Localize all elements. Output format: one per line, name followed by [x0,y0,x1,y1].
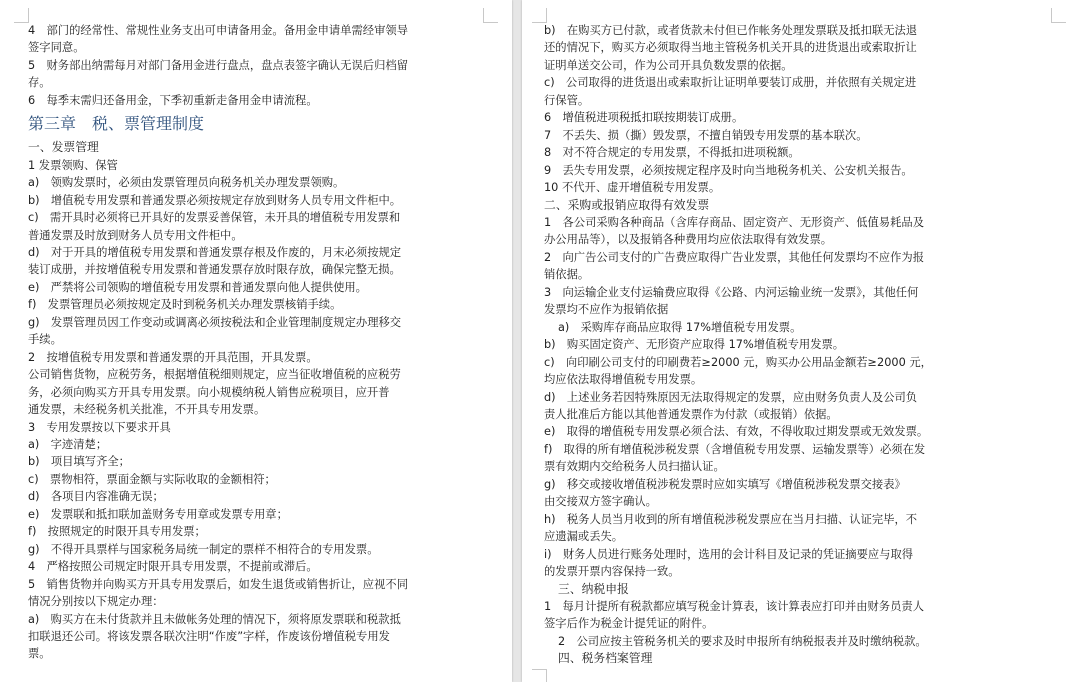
paragraph-line: 4 部门的经常性、常规性业务支出可申请备用金。备用金申请单需经审领导 [28,24,408,37]
paragraph-line: c) 票物相符，票面金额与实际收取的金额相符； [28,472,276,486]
paragraph-line: c) 向印刷公司支付的印刷费若≥2000 元，购买办公用品金额若≥2000 元， [544,355,932,369]
paragraph-line: 销依据。 [544,268,590,282]
paragraph-line: 票有效期内交给税务人员扫描认证。 [544,460,725,474]
paragraph-line: f) 取得的所有增值税涉税发票（含增值税专用发票、运输发票等）必须在发 [544,442,926,456]
paragraph-line: 1 发票领购、保管 [28,158,118,172]
paragraph-line: 存。 [28,76,51,90]
paragraph-line: c) 需开具时必须将已开具好的发票妥善保管，未开具的增值税专用发票和 [28,211,401,225]
section-heading: 三、纳税申报 [558,581,629,596]
paragraph-line: 2 按增值税专用发票和普通发票的开具范围，开具发票。 [28,350,318,364]
section-heading: 四、税务档案管理 [558,651,653,666]
paragraph-line: 3 专用发票按以下要求开具 [28,420,171,434]
paragraph-line: g) 不得开具票样与国家税务局统一制定的票样不相符合的专用发票。 [28,542,379,556]
paragraph-line: a) 字迹清楚； [28,437,108,451]
paragraph-line: 均应依法取得增值税专用发票。 [544,373,703,387]
paragraph-line: g) 移交或接收增值税涉税发票时应如实填写《增值税涉税发票交接表》 [544,477,906,491]
paragraph-line: 的发票开票内容保持一致。 [544,565,680,579]
paragraph-line: d) 上述业务若因特殊原因无法取得规定的发票，应由财务负责人及公司负 [544,390,918,404]
paragraph-line: 发票均不应作为报销依据 [544,303,669,317]
paragraph-line: 办公用品等），以及报销各种费用均应依法取得有效发票。 [544,233,833,247]
paragraph-line: 扣联退还公司。将该发票各联次注明“作废”字样，作废该份增值税专用发 [28,629,390,643]
paragraph-line: 情况分别按以下规定办理： [28,595,164,609]
paragraph-line: d) 各项目内容准确无误； [28,490,164,504]
page-content-left [28,22,498,663]
paragraph-line: 通发票，未经税务机关批准，不开具专用发票。 [28,403,266,417]
paragraph-line: a) 领购发票时，必须由发票管理员向税务机关办理发票领购。 [28,176,345,190]
paragraph-line: b) 项目填写齐全； [28,455,130,469]
paragraph-line: e) 取得的增值税专用发票必须合法、有效，不得收取过期发票或无效发票。 [544,425,929,439]
paragraph-line: 9 丢失专用发票，必须按规定程序及时向当地税务机关、公安机关报告。 [544,163,913,177]
document-page-left [0,0,512,682]
paragraph-line: 装订成册，并按增值税专用发票和普通发票存放时限存放，确保完整无损。 [28,263,401,277]
paragraph-line: 手续。 [28,333,62,347]
paragraph-line: b) 购买固定资产、无形资产应取得 17%增值税专用发票。 [544,338,845,352]
document-page-right [522,0,1080,682]
paragraph-line: 签字同意。 [28,41,85,55]
paragraph-line: e) 严禁将公司领购的增值税专用发票和普通发票向他人提供使用。 [28,280,367,294]
paragraph-line: 6 增值税进项税抵扣联按期装订成册。 [544,111,744,125]
paragraph-line: 2 公司应按主管税务机关的要求及时申报所有纳税报表并及时缴纳税款。 [558,634,927,648]
paragraph-line: 签字后作为税金计提凭证的附件。 [544,617,714,631]
paragraph-line: 4 严格按照公司规定时限开具专用发票，不提前或滞后。 [28,560,318,574]
page-content-right [544,22,1052,668]
paragraph-line: b) 增值税专用发票和普通发票必须按规定存放到财务人员专用文件柜中。 [28,193,402,207]
section-heading: 二、采购或报销应取得有效发票 [544,197,710,212]
paragraph-line: 普通发票及时放到财务人员专用文件柜中。 [28,228,243,242]
paragraph-line: 5 财务部出纳需每月对部门备用金进行盘点，盘点表签字确认无误后归档留 [28,58,408,72]
crop-mark [1051,8,1066,23]
paragraph-line: 7 不丢失、损（撕）毁发票，不擅自销毁专用发票的基本联次。 [544,128,868,142]
paragraph-line: i) 财务人员进行账务处理时，选用的会计科目及记录的凭证摘要应与取得 [544,547,914,561]
paragraph-line: 公司销售货物，应税劳务，根据增值税细则规定，应当征收增值税的应税劳 [28,368,401,382]
paragraph-line: h) 税务人员当月收到的所有增值税涉税发票应在当月扫描、认证完毕，不 [544,512,918,526]
paragraph-line: b) 在购买方已付款，或者货款未付但已作帐务处理发票联及抵扣联无法退 [544,24,918,37]
paragraph-line: 票。 [28,647,51,661]
paragraph-line: a) 购买方在未付货款并且未做帐务处理的情况下，须将原发票联和税款抵 [28,612,401,626]
crop-mark [532,669,547,682]
paragraph-line: 8 对不符合规定的专用发票，不得抵扣进项税额。 [544,146,800,160]
paragraph-line: 1 每月计提所有税款都应填写税金计算表，该计算表应打印并由财务员责人 [544,599,924,613]
paragraph-line: 证明单送交公司，作为公司开具负数发票的依据。 [544,58,793,72]
paragraph-line: 2 向广告公司支付的广告费应取得广告业发票，其他任何发票均不应作为报 [544,250,924,264]
chapter-title: 第三章 税、票管理制度 [28,114,205,134]
paragraph-line: e) 发票联和抵扣联加盖财务专用章或发票专用章； [28,507,288,521]
paragraph-line: 行保管。 [544,93,590,107]
paragraph-line: 6 每季末需归还备用金，下季初重新走备用金申请流程。 [28,93,318,107]
paragraph-line: g) 发票管理员因工作变动或调离必须按税法和企业管理制度规定办理移交 [28,315,402,329]
paragraph-line: 由交接双方签字确认。 [544,495,657,509]
paragraph-line: c) 公司取得的进货退出或索取折让证明单要装订成册，并依照有关规定进 [544,76,917,90]
crop-mark [532,8,547,23]
paragraph-line: 1 各公司采购各种商品（含库存商品、固定资产、无形资产、低值易耗品及 [544,215,924,229]
section-heading: 一、发票管理 [28,140,99,155]
paragraph-line: f) 按照规定的时限开具专用发票； [28,525,206,539]
paragraph-line: 10 不代开、虚开增值税专用发票。 [544,181,721,195]
paragraph-line: 应遗漏或丢失。 [544,530,624,544]
paragraph-line: a) 采购库存商品应取得 17%增值税专用发票。 [558,320,802,334]
paragraph-line: f) 发票管理员必须按规定及时到税务机关办理发票核销手续。 [28,298,342,312]
paragraph-line: 责人批准后方能以其他普通发票作为付款（或报销）依据。 [544,407,838,421]
paragraph-line: d) 对于开具的增值税专用发票和普通发票存根及作废的，月末必须按规定 [28,245,402,259]
paragraph-line: 5 销售货物并向购买方开具专用发票后，如发生退货或销售折让，应视不同 [28,577,408,591]
paragraph-line: 3 向运输企业支付运输费应取得《公路、内河运输业统一发票》，其他任何 [544,285,919,299]
paragraph-line: 还的情况下，购买方必须取得当地主管税务机关开具的进货退出或索取折让 [544,41,917,55]
crop-mark [483,8,498,23]
crop-mark [14,8,29,23]
paragraph-line: 务，必须向购买方开具专用发票。向小规模纳税人销售应税项目，应开普 [28,385,390,399]
